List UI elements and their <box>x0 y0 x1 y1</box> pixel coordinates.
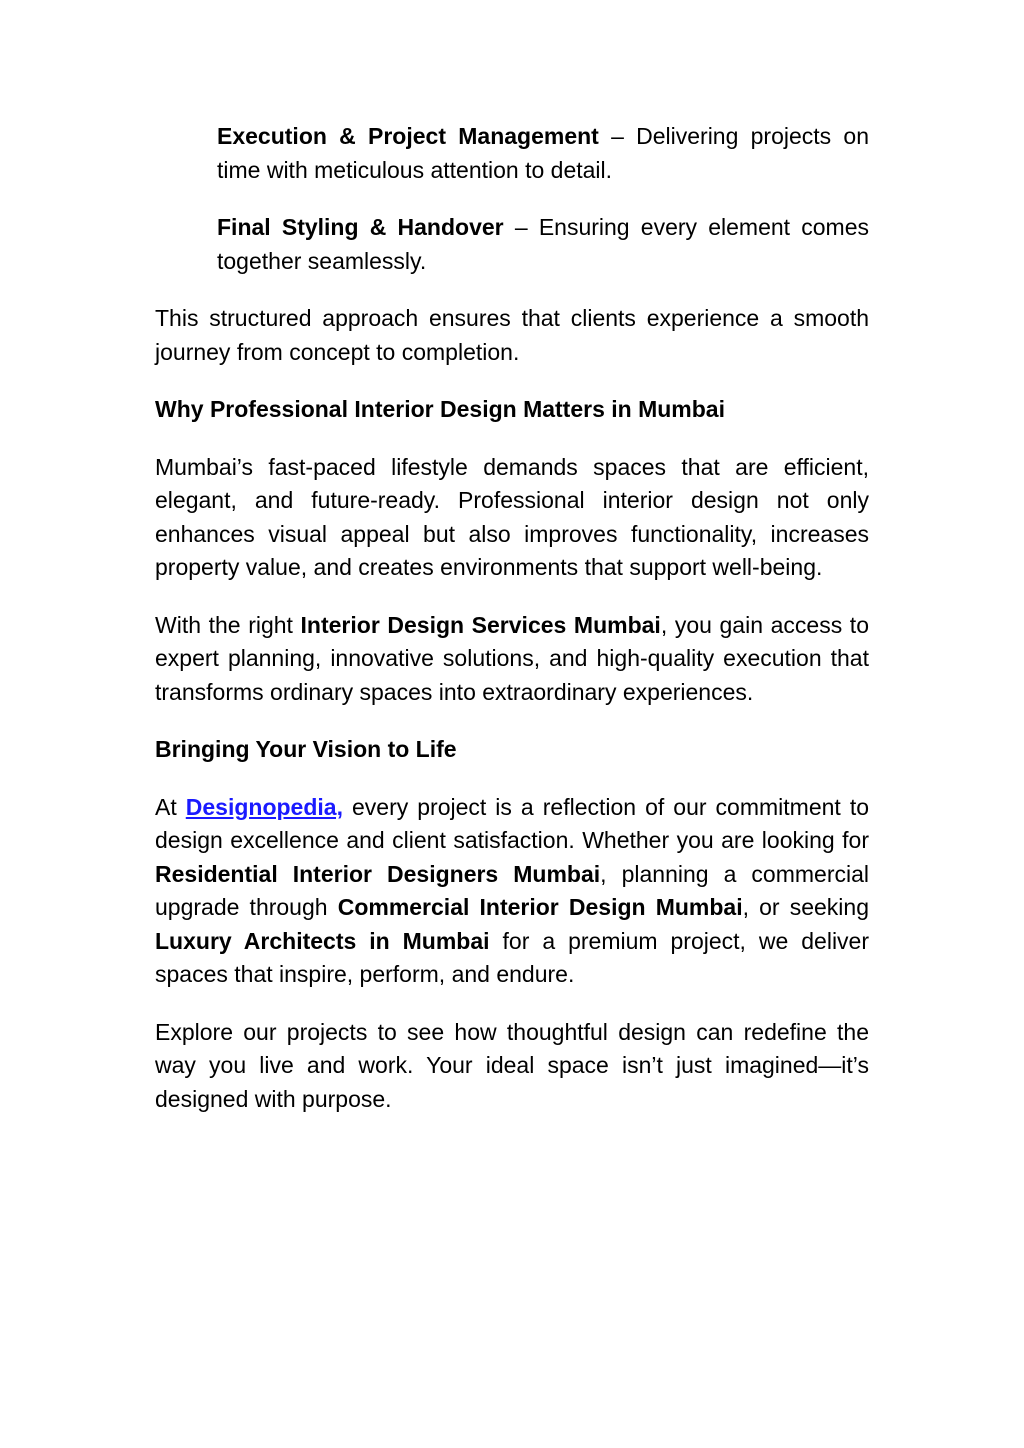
heading-vision: Bringing Your Vision to Life <box>155 736 457 762</box>
designopedia-paragraph <box>155 791 869 992</box>
heading-why-matters: Why Professional Interior Design Matters in Mumbai <box>155 396 725 422</box>
step-final-styling-separator: – <box>503 214 539 240</box>
structured-approach-paragraph: This structured approach ensures that clients experience a smooth journey from concept to completion. <box>155 305 869 365</box>
right-services-bold: Interior Design Services Mumbai <box>300 611 661 638</box>
step-execution-separator: – <box>598 123 637 149</box>
right-services-paragraph <box>155 609 869 710</box>
mumbai-lifestyle-paragraph: Mumbai’s fast-paced lifestyle demands spaces that are efficient, elegant, and future-ready. Professional interior design not only enhances visual appeal but also improves functionality, increases property value, and creates environments that support well-being. <box>155 453 869 580</box>
residential-bold: Residential Interior Designers Mumbai <box>155 860 601 887</box>
luxury-bold: Luxury Architects in Mumbai <box>155 927 490 954</box>
document-body <box>155 120 869 1140</box>
step-execution-title: Execution & Project Management <box>217 123 599 149</box>
step-final-styling-title: Final Styling & Handover <box>217 214 504 240</box>
step-final-styling-text: Ensuring every element comes together seamlessly. <box>217 214 869 274</box>
designopedia-link[interactable]: Designopedia, <box>185 793 343 820</box>
at-text-2: every project is a reflection of our commitment to design excellence and client satisfaction. Whether you are looking for <box>155 793 869 853</box>
explore-paragraph: Explore our projects to see how thoughtful design can redefine the way you live and work. Your ideal space isn’t just imagined—it’s designed with purpose. <box>155 1018 869 1112</box>
step-execution-text: Delivering projects on time with meticulous attention to detail. <box>217 123 870 183</box>
at-text-3: , planning a commercial upgrade through <box>155 860 869 920</box>
at-text-1: At <box>155 793 186 820</box>
step-final-styling <box>217 211 869 278</box>
step-execution <box>217 120 869 187</box>
commercial-bold: Commercial Interior Design Mumbai <box>337 894 743 920</box>
right-services-after: , you gain access to expert planning, innovative solutions, and high-quality execution that transforms ordinary spaces into extraordinary experiences. <box>155 611 869 705</box>
at-text-5: for a premium project, we deliver spaces that inspire, perform, and endure. <box>155 927 870 987</box>
at-text-4: , or seeking <box>742 894 869 920</box>
right-services-before: With the right <box>155 611 301 638</box>
